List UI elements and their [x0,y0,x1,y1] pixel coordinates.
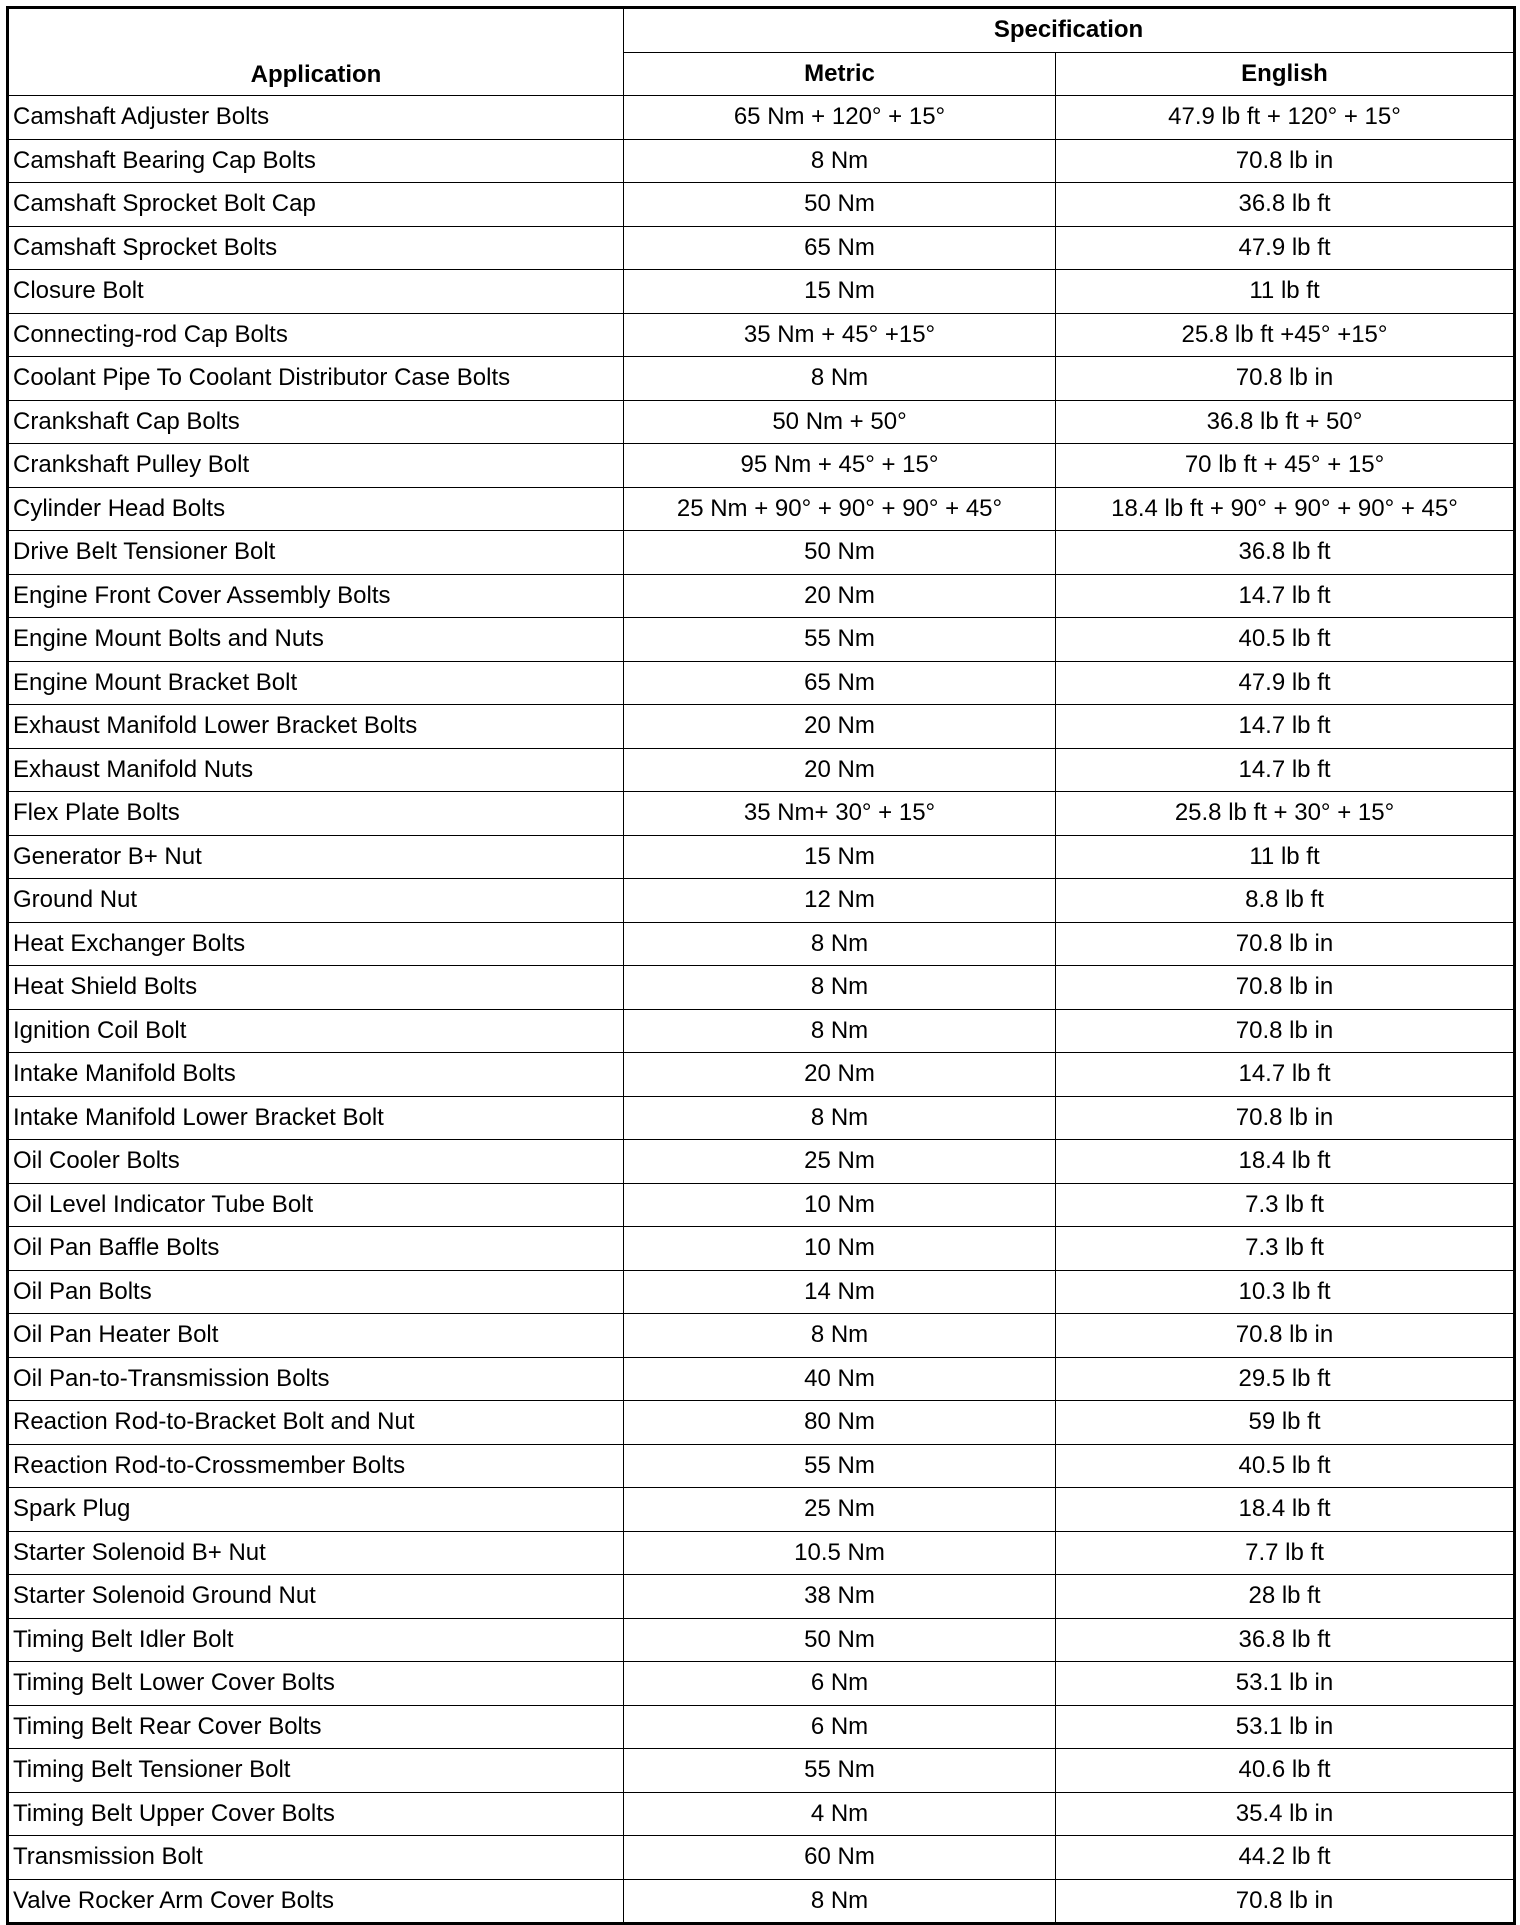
cell-application: Oil Pan Bolts [8,1270,624,1314]
cell-metric: 25 Nm [624,1488,1056,1532]
table-row [8,1836,1515,1880]
table-row [8,226,1515,270]
cell-english: 70.8 lb in [1056,922,1515,966]
table-row [8,1140,1515,1184]
cell-application: Oil Level Indicator Tube Bolt [8,1183,624,1227]
cell-metric: 4 Nm [624,1792,1056,1836]
cell-application: Camshaft Adjuster Bolts [8,96,624,140]
cell-english: 40.5 lb ft [1056,618,1515,662]
cell-english: 36.8 lb ft + 50° [1056,400,1515,444]
cell-metric: 8 Nm [624,922,1056,966]
cell-metric: 55 Nm [624,1444,1056,1488]
table-row [8,1444,1515,1488]
cell-application: Drive Belt Tensioner Bolt [8,531,624,575]
cell-metric: 8 Nm [624,139,1056,183]
table-row [8,1183,1515,1227]
header-metric: Metric [624,52,1056,96]
table-row [8,705,1515,749]
cell-english: 36.8 lb ft [1056,183,1515,227]
cell-english: 7.7 lb ft [1056,1531,1515,1575]
cell-english: 11 lb ft [1056,835,1515,879]
cell-metric: 6 Nm [624,1705,1056,1749]
cell-metric: 95 Nm + 45° + 15° [624,444,1056,488]
table-row [8,1792,1515,1836]
header-application: Application [8,8,624,96]
table-row [8,879,1515,923]
cell-metric: 14 Nm [624,1270,1056,1314]
cell-application: Flex Plate Bolts [8,792,624,836]
cell-metric: 15 Nm [624,835,1056,879]
cell-metric: 8 Nm [624,1009,1056,1053]
cell-metric: 10 Nm [624,1227,1056,1271]
cell-metric: 8 Nm [624,1879,1056,1924]
cell-application: Engine Mount Bolts and Nuts [8,618,624,662]
table-row [8,270,1515,314]
cell-application: Crankshaft Pulley Bolt [8,444,624,488]
cell-english: 36.8 lb ft [1056,531,1515,575]
cell-english: 70.8 lb in [1056,1879,1515,1924]
header-specification: Specification [624,8,1515,53]
table-row [8,1662,1515,1706]
cell-application: Oil Cooler Bolts [8,1140,624,1184]
table-row [8,661,1515,705]
table-row [8,139,1515,183]
table-row [8,1053,1515,1097]
cell-application: Timing Belt Idler Bolt [8,1618,624,1662]
cell-application: Ignition Coil Bolt [8,1009,624,1053]
cell-application: Timing Belt Lower Cover Bolts [8,1662,624,1706]
cell-english: 10.3 lb ft [1056,1270,1515,1314]
table-row [8,922,1515,966]
cell-application: Starter Solenoid Ground Nut [8,1575,624,1619]
cell-application: Exhaust Manifold Nuts [8,748,624,792]
cell-english: 40.5 lb ft [1056,1444,1515,1488]
cell-application: Oil Pan Heater Bolt [8,1314,624,1358]
cell-application: Camshaft Sprocket Bolts [8,226,624,270]
cell-metric: 55 Nm [624,618,1056,662]
cell-metric: 6 Nm [624,1662,1056,1706]
table-row [8,183,1515,227]
cell-english: 29.5 lb ft [1056,1357,1515,1401]
cell-metric: 8 Nm [624,966,1056,1010]
cell-metric: 50 Nm [624,1618,1056,1662]
cell-english: 53.1 lb in [1056,1705,1515,1749]
cell-application: Connecting-rod Cap Bolts [8,313,624,357]
cell-application: Cylinder Head Bolts [8,487,624,531]
table-row [8,966,1515,1010]
cell-english: 40.6 lb ft [1056,1749,1515,1793]
table-body [8,96,1515,1924]
cell-application: Timing Belt Upper Cover Bolts [8,1792,624,1836]
cell-metric: 20 Nm [624,1053,1056,1097]
table-row [8,1314,1515,1358]
table-row [8,1618,1515,1662]
cell-english: 36.8 lb ft [1056,1618,1515,1662]
cell-application: Exhaust Manifold Lower Bracket Bolts [8,705,624,749]
table-row [8,835,1515,879]
cell-application: Reaction Rod-to-Crossmember Bolts [8,1444,624,1488]
cell-metric: 15 Nm [624,270,1056,314]
table-row [8,487,1515,531]
cell-application: Oil Pan Baffle Bolts [8,1227,624,1271]
cell-application: Engine Mount Bracket Bolt [8,661,624,705]
cell-english: 14.7 lb ft [1056,574,1515,618]
table-row [8,1009,1515,1053]
table-row [8,531,1515,575]
cell-metric: 65 Nm [624,661,1056,705]
cell-metric: 8 Nm [624,1314,1056,1358]
table-row [8,313,1515,357]
table-row [8,1531,1515,1575]
header-row-top [8,8,1515,53]
cell-metric: 8 Nm [624,357,1056,401]
cell-metric: 10 Nm [624,1183,1056,1227]
cell-application: Valve Rocker Arm Cover Bolts [8,1879,624,1924]
cell-english: 70.8 lb in [1056,1009,1515,1053]
cell-english: 25.8 lb ft +45° +15° [1056,313,1515,357]
cell-application: Oil Pan-to-Transmission Bolts [8,1357,624,1401]
cell-english: 8.8 lb ft [1056,879,1515,923]
cell-english: 70.8 lb in [1056,966,1515,1010]
table-row [8,357,1515,401]
cell-metric: 25 Nm + 90° + 90° + 90° + 45° [624,487,1056,531]
cell-english: 28 lb ft [1056,1575,1515,1619]
table-row [8,1270,1515,1314]
cell-metric: 50 Nm + 50° [624,400,1056,444]
cell-application: Generator B+ Nut [8,835,624,879]
cell-english: 53.1 lb in [1056,1662,1515,1706]
cell-metric: 35 Nm+ 30° + 15° [624,792,1056,836]
cell-english: 25.8 lb ft + 30° + 15° [1056,792,1515,836]
cell-metric: 80 Nm [624,1401,1056,1445]
cell-application: Heat Shield Bolts [8,966,624,1010]
cell-metric: 12 Nm [624,879,1056,923]
table-row [8,748,1515,792]
cell-application: Transmission Bolt [8,1836,624,1880]
cell-english: 14.7 lb ft [1056,748,1515,792]
cell-metric: 20 Nm [624,574,1056,618]
cell-metric: 60 Nm [624,1836,1056,1880]
cell-english: 70.8 lb in [1056,1096,1515,1140]
cell-metric: 8 Nm [624,1096,1056,1140]
cell-metric: 65 Nm [624,226,1056,270]
cell-english: 18.4 lb ft [1056,1488,1515,1532]
table-row [8,792,1515,836]
cell-application: Camshaft Bearing Cap Bolts [8,139,624,183]
cell-english: 18.4 lb ft [1056,1140,1515,1184]
cell-application: Ground Nut [8,879,624,923]
cell-english: 47.9 lb ft [1056,661,1515,705]
table-row [8,1227,1515,1271]
cell-english: 7.3 lb ft [1056,1227,1515,1271]
cell-metric: 50 Nm [624,183,1056,227]
cell-english: 14.7 lb ft [1056,1053,1515,1097]
cell-english: 47.9 lb ft + 120° + 15° [1056,96,1515,140]
table-row [8,1575,1515,1619]
cell-english: 14.7 lb ft [1056,705,1515,749]
table-row [8,1488,1515,1532]
cell-metric: 20 Nm [624,748,1056,792]
table-row [8,1749,1515,1793]
cell-application: Engine Front Cover Assembly Bolts [8,574,624,618]
table-row [8,574,1515,618]
cell-english: 47.9 lb ft [1056,226,1515,270]
cell-english: 70 lb ft + 45° + 15° [1056,444,1515,488]
cell-english: 70.8 lb in [1056,1314,1515,1358]
cell-metric: 38 Nm [624,1575,1056,1619]
table-row [8,1879,1515,1924]
cell-metric: 20 Nm [624,705,1056,749]
cell-metric: 55 Nm [624,1749,1056,1793]
cell-english: 35.4 lb in [1056,1792,1515,1836]
table-row [8,1705,1515,1749]
table-row [8,618,1515,662]
cell-application: Intake Manifold Bolts [8,1053,624,1097]
cell-application: Closure Bolt [8,270,624,314]
table-row [8,1357,1515,1401]
torque-spec-table [6,6,1516,1925]
table-row [8,1401,1515,1445]
cell-metric: 50 Nm [624,531,1056,575]
cell-application: Crankshaft Cap Bolts [8,400,624,444]
cell-application: Spark Plug [8,1488,624,1532]
cell-metric: 10.5 Nm [624,1531,1056,1575]
table-row [8,96,1515,140]
cell-application: Intake Manifold Lower Bracket Bolt [8,1096,624,1140]
cell-application: Camshaft Sprocket Bolt Cap [8,183,624,227]
cell-application: Starter Solenoid B+ Nut [8,1531,624,1575]
table-row [8,400,1515,444]
cell-metric: 25 Nm [624,1140,1056,1184]
cell-english: 18.4 lb ft + 90° + 90° + 90° + 45° [1056,487,1515,531]
cell-english: 70.8 lb in [1056,139,1515,183]
cell-english: 70.8 lb in [1056,357,1515,401]
cell-application: Reaction Rod-to-Bracket Bolt and Nut [8,1401,624,1445]
table-row [8,444,1515,488]
cell-application: Heat Exchanger Bolts [8,922,624,966]
table-row [8,1096,1515,1140]
cell-english: 44.2 lb ft [1056,1836,1515,1880]
cell-application: Timing Belt Tensioner Bolt [8,1749,624,1793]
cell-english: 11 lb ft [1056,270,1515,314]
cell-english: 59 lb ft [1056,1401,1515,1445]
header-english: English [1056,52,1515,96]
cell-application: Timing Belt Rear Cover Bolts [8,1705,624,1749]
cell-metric: 40 Nm [624,1357,1056,1401]
cell-application: Coolant Pipe To Coolant Distributor Case Bolts [8,357,624,401]
cell-english: 7.3 lb ft [1056,1183,1515,1227]
cell-metric: 35 Nm + 45° +15° [624,313,1056,357]
cell-metric: 65 Nm + 120° + 15° [624,96,1056,140]
